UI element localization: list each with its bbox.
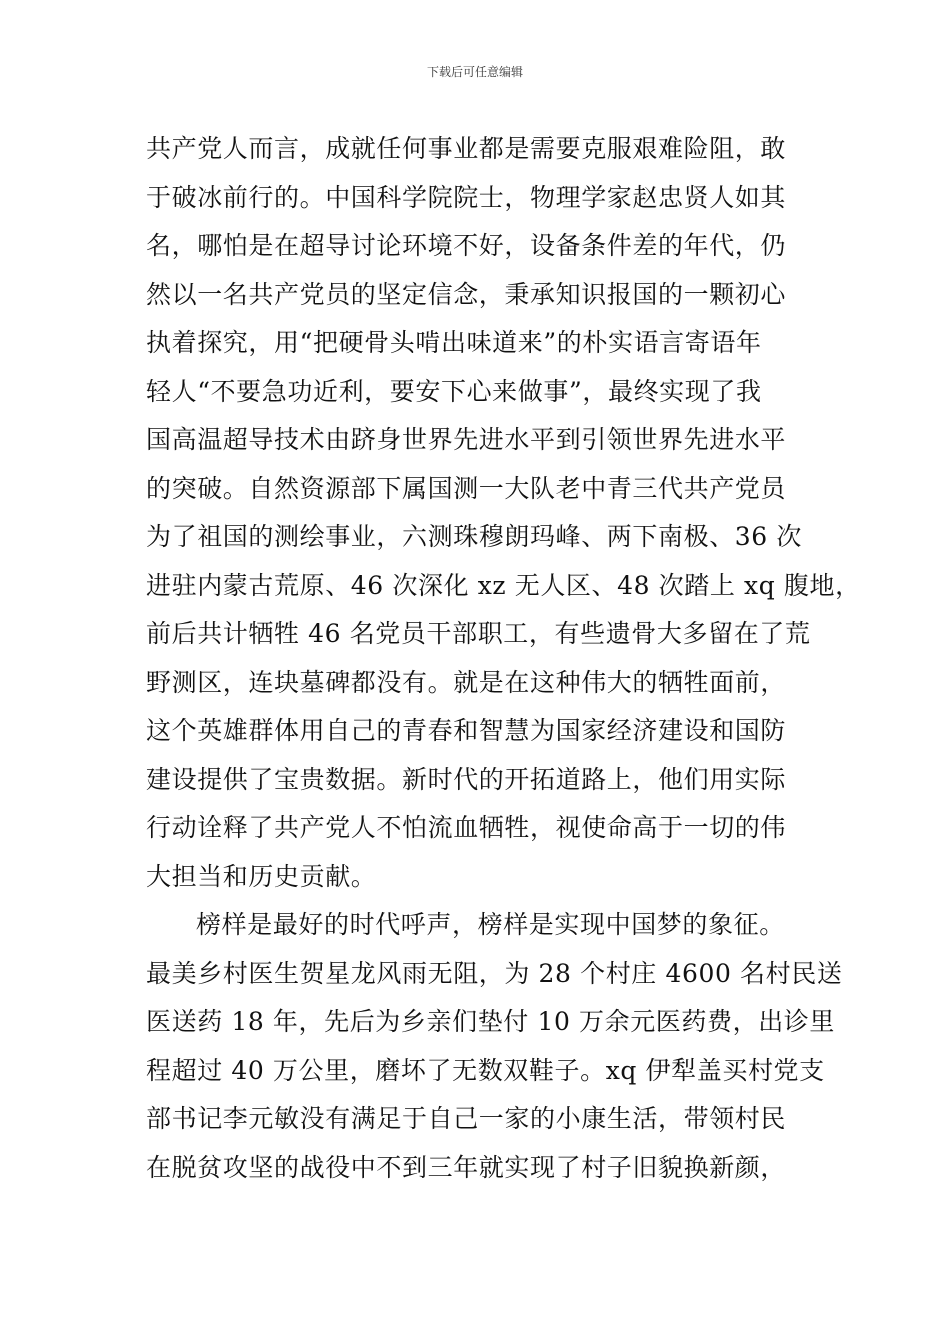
- paragraph-2: [146, 901, 843, 1192]
- text-line: 的突破。自然资源部下属国测一大队老中青三代共产党员: [146, 473, 787, 503]
- text-line: 前后共计牺牲 46 名党员干部职工，有些遗骨大多留在了荒: [146, 619, 811, 648]
- text-line: 部书记李元敏没有满足于自己一家的小康生活，带领村民: [146, 1104, 787, 1133]
- text-line: 于破冰前行的。中国科学院院士，物理学家赵忠贤人如其: [146, 182, 787, 212]
- text-line: 这个英雄群体用自己的青春和智慧为国家经济建设和国防: [146, 716, 787, 745]
- document-body: [146, 125, 861, 1192]
- text-line: 野测区，连块墓碑都没有。就是在这种伟大的牺牲面前，: [146, 667, 787, 697]
- text-line: 医送药 18 年，先后为乡亲们垫付 10 万余元医药费，出诊里: [146, 1007, 836, 1036]
- text-line: 行动诠释了共产党人不怕流血牺牲，视使命高于一切的伟: [146, 813, 787, 842]
- text-line: 在脱贫攻坚的战役中不到三年就实现了村子旧貌换新颜，: [146, 1152, 787, 1182]
- text-line: 大担当和历史贡献。: [146, 861, 377, 891]
- paragraph-1: [146, 125, 861, 901]
- text-line: 名，哪怕是在超导讨论环境不好，设备条件差的年代，仍: [146, 231, 787, 260]
- text-line: 共产党人而言，成就任何事业都是需要克服艰难险阻，敢: [146, 134, 787, 163]
- text-line: 然以一名共产党员的坚定信念，秉承知识报国的一颗初心: [146, 279, 787, 309]
- text-line: 轻人“不要急功近利，要安下心来做事”，最终实现了我: [146, 376, 762, 406]
- text-line: 榜样是最好的时代呼声，榜样是实现中国梦的象征。: [196, 910, 785, 939]
- text-line: 执着探究，用“把硬骨头啃出味道来”的朴实语言寄语年: [146, 328, 762, 357]
- text-line: 程超过 40 万公里，磨坏了无数双鞋子。xq 伊犁盖买村党支: [146, 1055, 825, 1085]
- text-line: 进驻内蒙古荒原、46 次深化 xz 无人区、48 次踏上 xq 腹地，: [146, 570, 861, 600]
- text-line: 国高温超导技术由跻身世界先进水平到引领世界先进水平: [146, 425, 787, 454]
- text-line: 最美乡村医生贺星龙风雨无阻，为 28 个村庄 4600 名村民送: [146, 958, 843, 988]
- text-line: 建设提供了宝贵数据。新时代的开拓道路上，他们用实际: [146, 764, 787, 794]
- text-line: 为了祖国的测绘事业，六测珠穆朗玛峰、两下南极、36 次: [146, 522, 802, 551]
- page-header: 下载后可任意编辑: [426, 65, 523, 79]
